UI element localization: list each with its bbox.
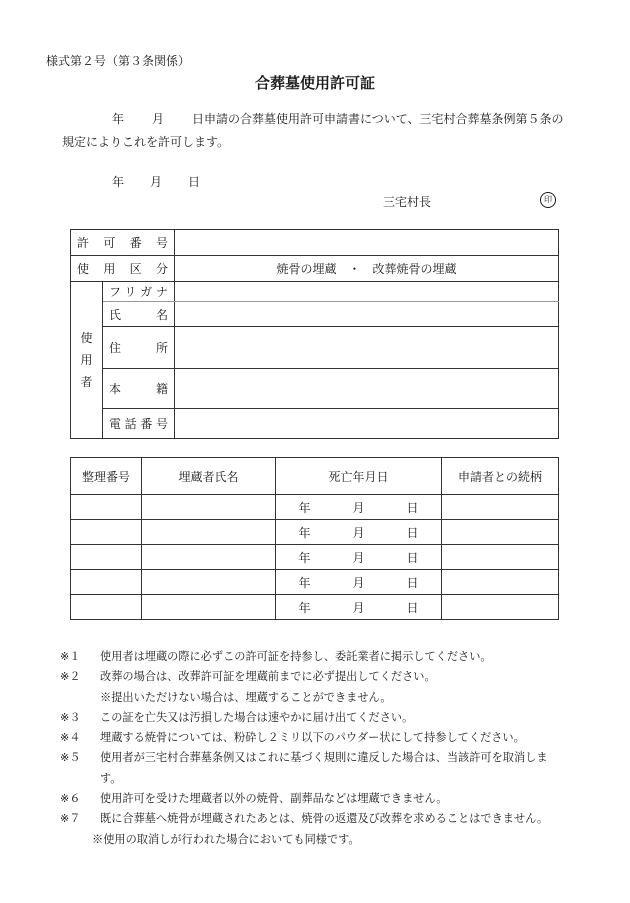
relationship-cell[interactable] [442,545,559,570]
note-5-continuation: す。 [100,771,122,785]
notes-list [60,647,600,850]
note-mark: ※６ [60,792,81,806]
table-row [71,545,559,570]
note-mark: ※７ [60,812,81,826]
note-5 [60,748,600,768]
table-row [71,520,559,545]
note-text: 使用許可を受けた埋蔵者以外の焼骨、副葬品などは埋蔵できません。 [100,792,448,806]
deceased-name-cell[interactable] [142,545,276,570]
application-sentence-line1 [112,110,564,127]
form-number-label: 様式第２号（第３条関係） [46,54,191,68]
name-field[interactable] [175,302,559,327]
furigana-label: フリガナ [103,282,175,302]
user-char-1: 使 [80,331,93,345]
note-text: 改葬の場合は、改葬許可証を埋蔵前までに必ず提出してください。 [100,670,436,684]
note-mark: ※４ [60,731,81,745]
death-date-cell[interactable]: 年 月 日 [276,495,442,520]
reference-number-cell[interactable] [71,520,142,545]
relationship-cell[interactable] [442,520,559,545]
note-2-sub: ※提出いただけない場合は、埋蔵することができません。 [100,690,392,704]
user-char-3: 者 [80,375,93,389]
note-mark: ※５ [60,751,81,765]
note-text: この証を亡失又は汚損した場合は速やかに届け出てください。 [100,710,414,724]
deceased-name-cell[interactable] [142,570,276,595]
address-label: 住 所 [103,327,175,369]
note-6 [60,789,600,809]
user-group-label [71,282,103,439]
death-date-cell[interactable]: 年 月 日 [276,545,442,570]
deceased-name-cell[interactable] [142,495,276,520]
sentence-text: 日申請の合葬墓使用許可申請書について、三宅村合葬墓条例第５条の [192,112,564,126]
table-row [71,495,559,520]
usage-type-value[interactable]: 焼骨の埋蔵 ・ 改葬焼骨の埋蔵 [175,256,559,282]
application-sentence-line2: 規定によりこれを許可します。 [62,135,230,149]
deceased-name-cell[interactable] [142,595,276,620]
domicile-label: 本 籍 [103,369,175,409]
address-field[interactable] [175,327,559,369]
issue-month: 月 [150,175,163,189]
death-date-cell[interactable]: 年 月 日 [276,595,442,620]
header-deceased-name: 埋蔵者氏名 [142,458,276,495]
death-date-cell[interactable]: 年 月 日 [276,520,442,545]
seal-mark: 印 [540,192,556,208]
note-4 [60,728,600,748]
month-mark: 月 [152,112,165,126]
usage-type-label: 使 用 区 分 [71,256,175,282]
reference-number-cell[interactable] [71,545,142,570]
issue-day: 日 [188,175,201,189]
note-2 [60,667,600,687]
document-title: 合葬墓使用許可証 [254,74,375,92]
phone-field[interactable] [175,409,559,439]
death-date-cell[interactable]: 年 月 日 [276,570,442,595]
note-7 [60,809,600,829]
note-text: 使用者が三宅村合葬墓条例又はこれに基づく規則に違反した場合は、当該許可を取消しま [100,751,548,765]
relationship-cell[interactable] [442,595,559,620]
burial-table [70,457,559,620]
issue-date [112,173,200,190]
year-mark: 年 [112,112,125,126]
note-text: 使用者は埋蔵の際に必ずこの許可証を持参し、委託業者に掲示してください。 [100,650,492,663]
reference-number-cell[interactable] [71,570,142,595]
note-1 [60,647,600,667]
note-mark: ※３ [60,710,81,724]
relationship-cell[interactable] [442,570,559,595]
permit-table [70,229,559,439]
note-3 [60,708,600,728]
note-text: 既に合葬墓へ焼骨が埋蔵されたあとは、焼骨の返還及び改葬を求めることはできません。 [100,812,549,826]
phone-label: 電話番号 [103,409,175,439]
reference-number-cell[interactable] [71,495,142,520]
header-relationship: 申請者との続柄 [442,458,559,495]
name-label: 氏 名 [103,302,175,327]
header-death-date: 死亡年月日 [276,458,442,495]
domicile-field[interactable] [175,369,559,409]
reference-number-cell[interactable] [71,595,142,620]
relationship-cell[interactable] [442,495,559,520]
table-row [71,595,559,620]
signatory-title: 三宅村長 [383,195,432,209]
permit-number-field[interactable] [175,230,559,256]
note-text: 埋蔵する焼骨については、粉砕し２ミリ以下のパウダー状にして持参してください。 [100,731,525,745]
note-7-sub: ※使用の取消しが行われた場合においても同様です。 [92,832,360,846]
note-mark: ※１ [60,650,81,663]
table-row [71,570,559,595]
deceased-name-cell[interactable] [142,520,276,545]
note-mark: ※２ [60,670,81,684]
user-char-2: 用 [80,353,93,367]
furigana-field[interactable] [175,282,559,302]
issue-year: 年 [112,175,125,189]
permit-number-label: 許 可 番 号 [71,230,175,256]
header-reference-number: 整理番号 [71,458,142,495]
